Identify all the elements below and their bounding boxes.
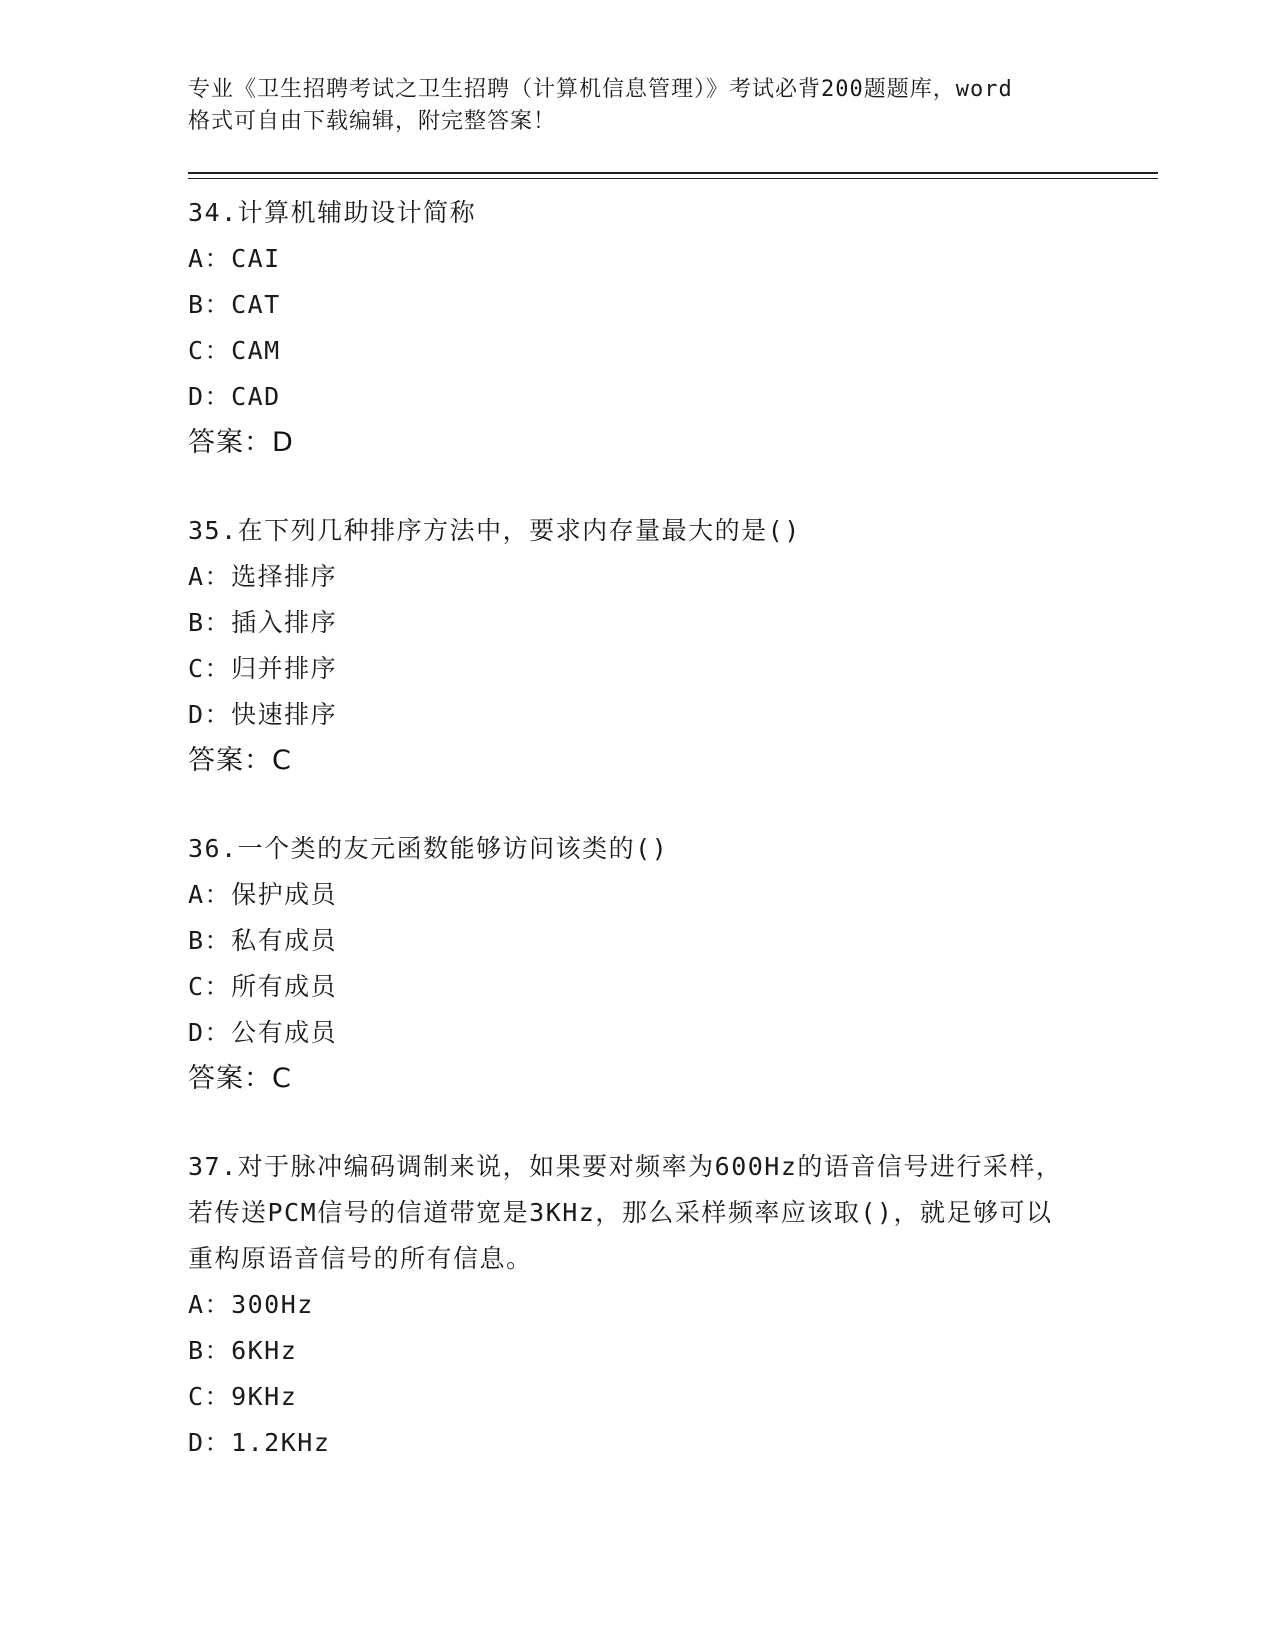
option-text: 6KHz [231, 1336, 298, 1365]
question-34 [188, 190, 1088, 466]
option-d [188, 1420, 1088, 1466]
answer-line: 答案：D [188, 427, 294, 458]
header-divider-top [188, 172, 1158, 174]
option-c [188, 646, 1088, 692]
option-letter: C： [188, 654, 232, 683]
option-letter: A： [188, 880, 232, 909]
option-letter: A： [188, 1290, 232, 1319]
option-text: 保护成员 [231, 880, 338, 909]
option-a [188, 236, 1088, 282]
option-letter: B： [188, 290, 232, 319]
option-text: 1.2KHz [231, 1428, 331, 1457]
question-list [188, 190, 1088, 1508]
option-b [188, 918, 1088, 964]
option-text: 9KHz [231, 1382, 298, 1411]
question-36 [188, 826, 1088, 1102]
header-line-1: 专业《卫生招聘考试之卫生招聘（计算机信息管理）》考试必背200题题库，word [188, 77, 1013, 102]
option-text: 归并排序 [231, 654, 338, 683]
header-line-2: 格式可自由下载编辑，附完整答案！ [188, 109, 557, 134]
option-b [188, 1328, 1088, 1374]
option-a [188, 554, 1088, 600]
option-a [188, 1282, 1088, 1328]
option-c [188, 964, 1088, 1010]
option-text: 私有成员 [231, 926, 338, 955]
option-text: 300Hz [231, 1290, 314, 1319]
option-letter: A： [188, 562, 232, 591]
option-letter: C： [188, 972, 232, 1001]
option-d [188, 374, 1088, 420]
option-text: 公有成员 [231, 1018, 338, 1047]
option-d [188, 692, 1088, 738]
option-text: 选择排序 [231, 562, 338, 591]
question-stem [188, 826, 1078, 872]
question-stem [188, 1144, 1078, 1282]
question-stem [188, 190, 1078, 236]
option-text: 所有成员 [231, 972, 338, 1001]
option-text: CAI [231, 244, 281, 273]
option-letter: C： [188, 336, 232, 365]
option-letter: B： [188, 608, 232, 637]
option-c [188, 1374, 1088, 1420]
question-text: 计算机辅助设计简称 [237, 198, 477, 227]
question-text: 在下列几种排序方法中，要求内存量最大的是() [237, 516, 801, 545]
option-letter: D： [188, 1428, 232, 1457]
option-letter: B： [188, 926, 232, 955]
option-letter: B： [188, 1336, 232, 1365]
option-text: 快速排序 [231, 700, 338, 729]
option-b [188, 600, 1088, 646]
option-letter: D： [188, 382, 232, 411]
question-35 [188, 508, 1088, 784]
option-text: CAT [231, 290, 281, 319]
question-37 [188, 1144, 1088, 1466]
answer-line: 答案：C [188, 1063, 292, 1094]
option-b [188, 282, 1088, 328]
question-number: 37. [188, 1152, 238, 1181]
option-letter: C： [188, 1382, 232, 1411]
document-header [188, 74, 1088, 138]
option-text: CAD [231, 382, 281, 411]
option-text: 插入排序 [231, 608, 338, 637]
question-stem [188, 508, 1078, 554]
option-c [188, 328, 1088, 374]
option-letter: A： [188, 244, 232, 273]
option-d [188, 1010, 1088, 1056]
header-divider-bottom [188, 178, 1158, 179]
option-text: CAM [231, 336, 281, 365]
option-letter: D： [188, 1018, 232, 1047]
option-a [188, 872, 1088, 918]
question-number: 34. [188, 198, 238, 227]
answer-line: 答案：C [188, 745, 292, 776]
question-text: 一个类的友元函数能够访问该类的() [237, 834, 669, 863]
option-letter: D： [188, 700, 232, 729]
question-number: 36. [188, 834, 238, 863]
question-text: 对于脉冲编码调制来说，如果要对频率为600Hz的语音信号进行采样，若传送PCM信号的信道带宽是3KHz，那么采样频率应该取()，就足够可以重构原语音信号的所有信息。 [188, 1152, 1063, 1273]
question-number: 35. [188, 516, 238, 545]
